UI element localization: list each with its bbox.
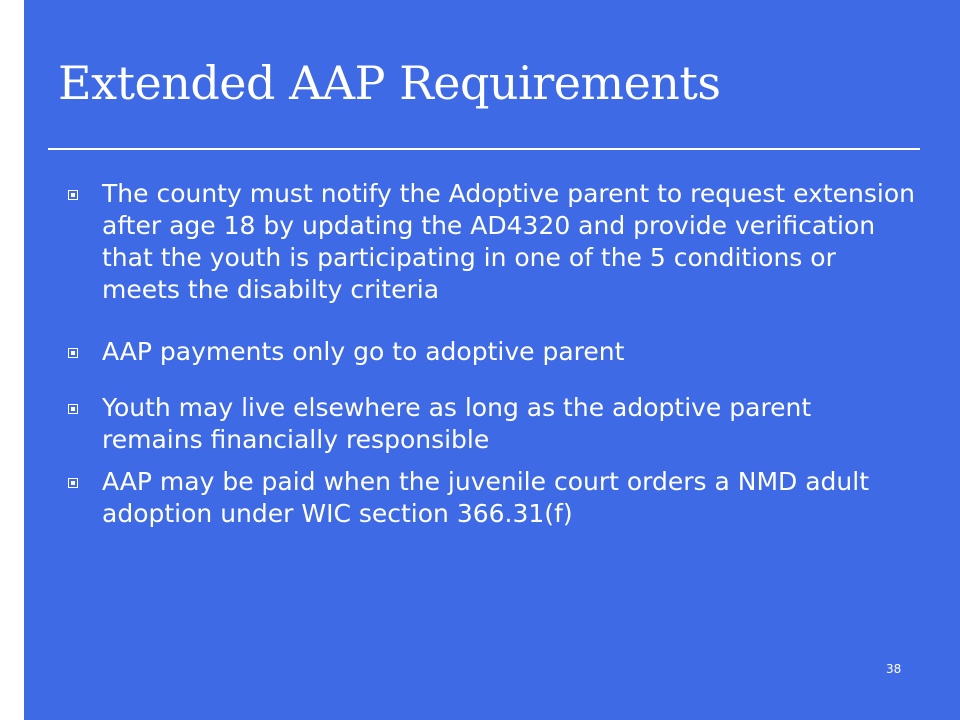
square-bullet-icon <box>68 348 78 358</box>
square-bullet-icon <box>68 404 78 414</box>
bullet-text: The county must notify the Adoptive parent to request extension after age 18 by updating the AD4320 and provide verification that the youth is participating in one of the 5 conditions or meets the disabilty criteria <box>102 179 916 304</box>
bullet-text: Youth may live elsewhere as long as the adoptive parent remains financially responsible <box>102 393 812 454</box>
bullet-item <box>68 466 918 530</box>
bullet-item <box>68 392 918 456</box>
square-bullet-icon <box>68 478 78 488</box>
bullet-item <box>68 336 918 368</box>
bullet-item <box>68 178 918 306</box>
bullet-text: AAP may be paid when the juvenile court orders a NMD adult adoption under WIC section 366.31(f) <box>102 467 870 528</box>
bullet-list <box>68 178 918 530</box>
slide <box>24 0 960 720</box>
page-number: 38 <box>886 662 902 676</box>
title-divider <box>48 148 920 150</box>
bullet-text: AAP payments only go to adoptive parent <box>102 337 625 366</box>
slide-title: Extended AAP Requirements <box>58 56 721 110</box>
square-bullet-icon <box>68 190 78 200</box>
